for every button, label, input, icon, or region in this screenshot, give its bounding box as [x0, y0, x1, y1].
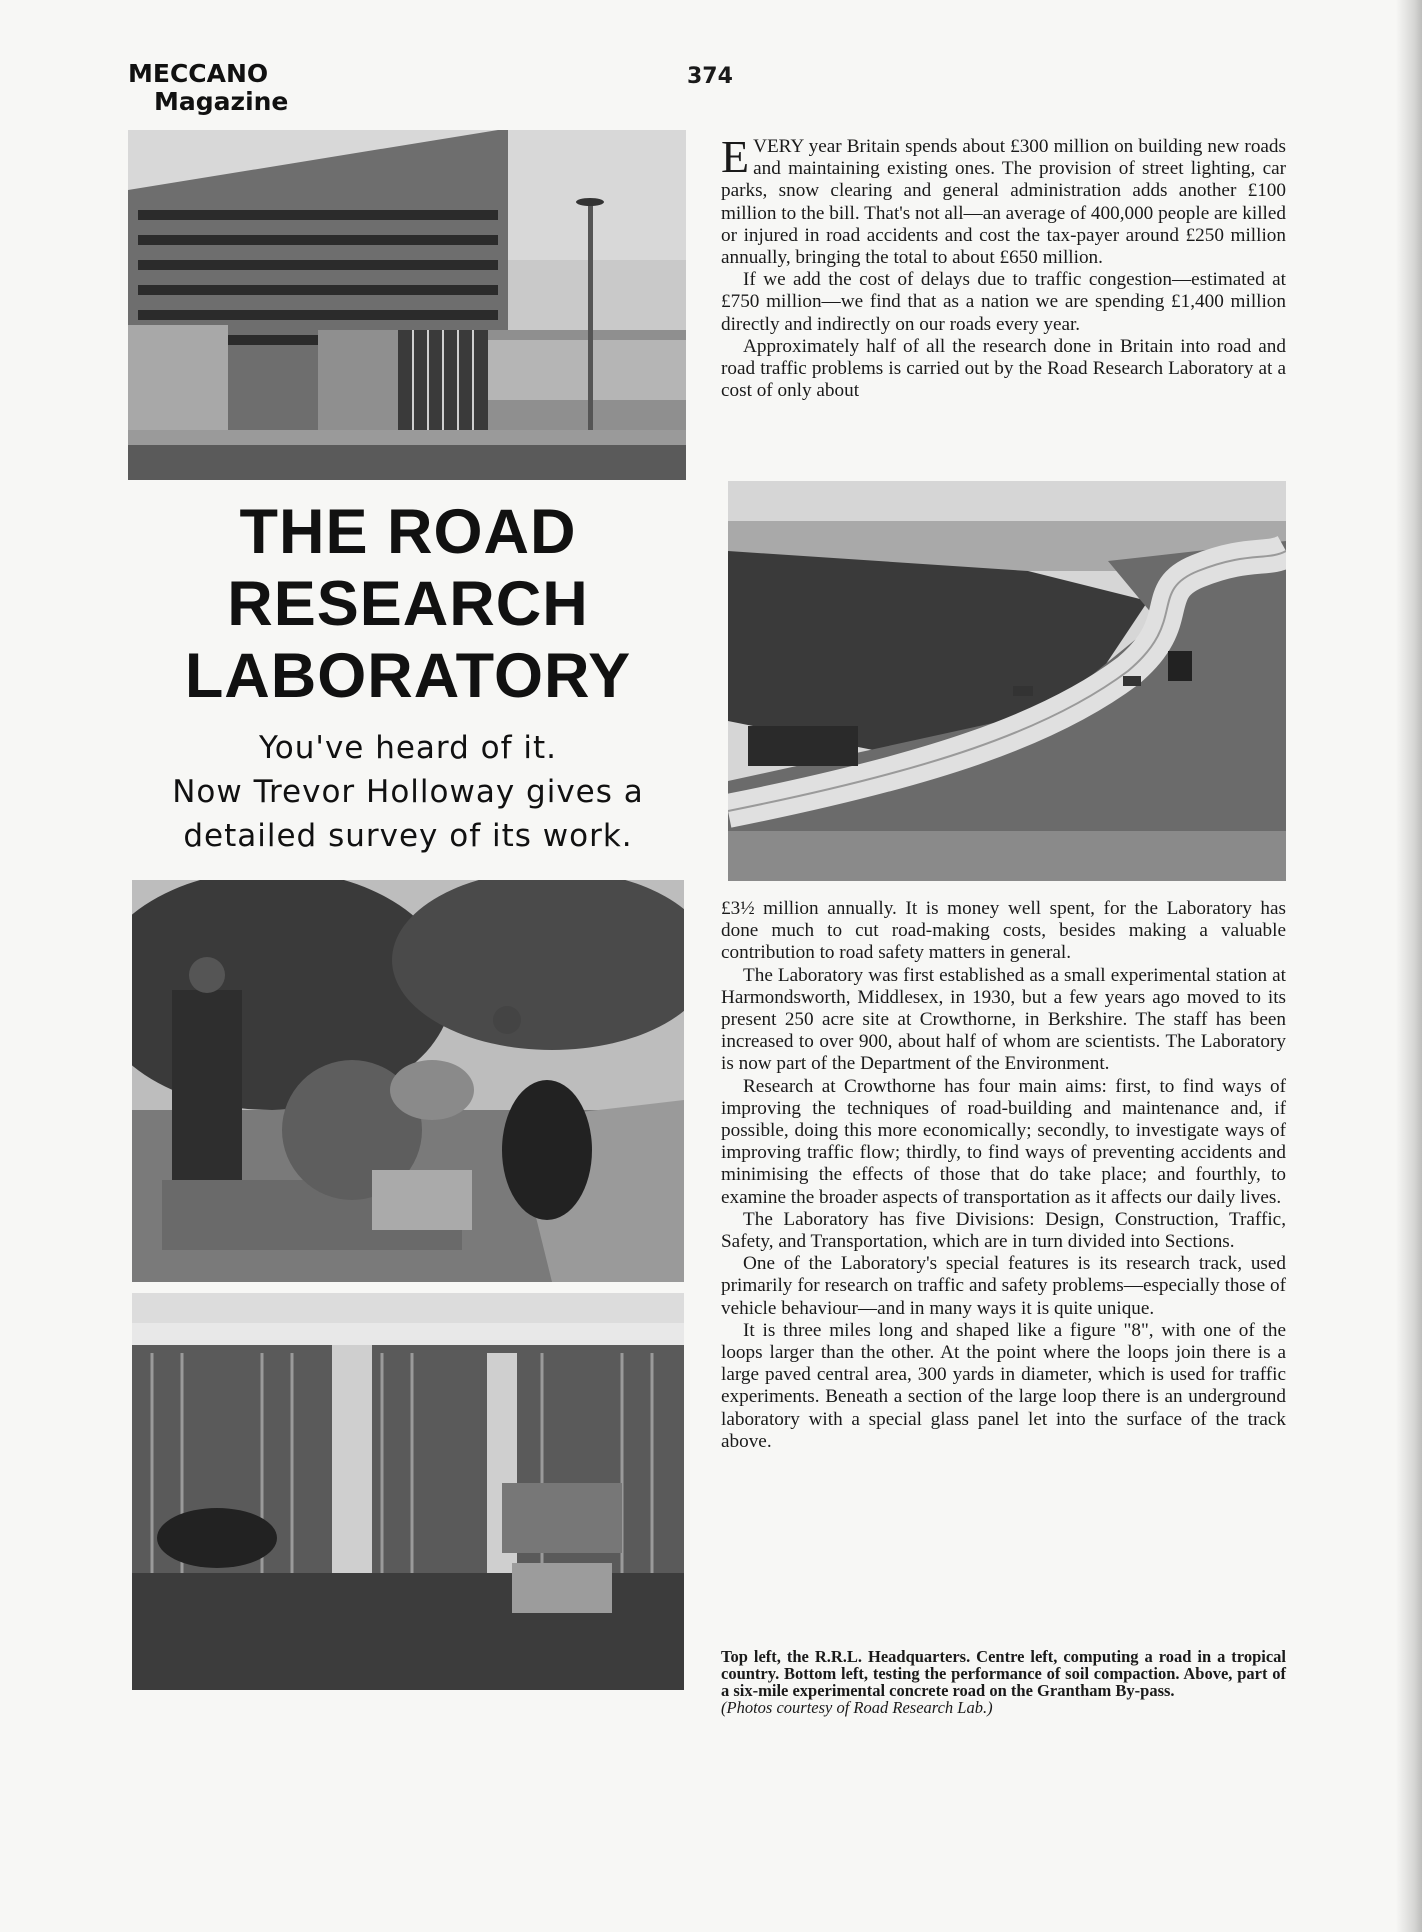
article-text-block-2 [721, 898, 1286, 1453]
article-paragraph: £3½ million annually. It is money well spent, for the Laboratory has done much to cut road-making costs, besides making a valuable contribution to road safety matters in general. [721, 898, 1286, 964]
photo-caption [721, 1648, 1286, 1716]
photo-credit: (Photos courtesy of Road Research Lab.) [721, 1698, 993, 1717]
subtitle-line-3: detailed survey of its work. [183, 818, 633, 854]
brand-line-1: MECCANO [128, 59, 269, 88]
brand-line-2: Magazine [154, 87, 289, 116]
article-paragraph: If we add the cost of delays due to traffic congestion—estimated at £750 million—we find that as a nation we are spending £1,400 million directly and indirectly on our roads every year. [721, 269, 1286, 335]
title-line-2: RESEARCH [227, 569, 589, 639]
photo-grantham-bypass-road [728, 481, 1286, 881]
article-paragraph [721, 131, 1286, 269]
article-text-block-1 [721, 131, 1286, 402]
page-number: 374 [687, 64, 733, 89]
article-paragraph: One of the Laboratory's special features is its research track, used primarily for research on traffic and safety problems—especially those of vehicle behaviour—and in many ways it is quite unique. [721, 1253, 1286, 1319]
drop-cap-letter: E [721, 131, 750, 182]
article-subtitle [128, 726, 688, 858]
article-paragraph: Research at Crowthorne has four main aims: first, to find ways of improving the techniques of road-building and maintenance and, if possible, doing this more economically; secondly, to investigate ways of improving traffic flow; thirdly, to find ways of preventing accidents and minimising the effects of those that do take place; and fourthly, to examine the broader aspects of transportation as it affects our daily lives. [721, 1075, 1286, 1208]
article-paragraph: Approximately half of all the research done in Britain into road and road traffic problems is carried out by the Road Research Laboratory at a cost of only about [721, 335, 1286, 402]
article-title [128, 496, 688, 712]
paragraph-text: VERY year Britain spends about £300 million on building new roads and maintaining existing ones. The provision of street lighting, car parks, snow clearing and general administration adds another £100 million to the bill. That's not all—an average of 400,000 people are killed or injured in road accidents and cost the tax-payer around £250 million annually, bringing the total to about £650 million. [721, 136, 1286, 269]
magazine-brand [128, 60, 288, 116]
subtitle-line-1: You've heard of it. [258, 730, 558, 766]
article-paragraph: The Laboratory was first established as a small experimental station at Harmondsworth, Middlesex, in 1930, but a few years ago moved to its present 250 acre site at Crowthorne, in Berkshire. The staff has been increased to over 900, about half of whom are scientists. The Laboratory is now part of the Department of the Environment. [721, 964, 1286, 1075]
page-edge-shadow [1396, 0, 1422, 1932]
title-line-3: LABORATORY [184, 641, 632, 711]
title-line-1: THE ROAD [239, 497, 577, 567]
photo-road-roller-tropical [132, 880, 684, 1282]
caption-text: Top left, the R.R.L. Headquarters. Centre left, computing a road in a tropical country. Bottom left, testing the performance of soil compaction. Above, part of a six-mile experimental concrete road on the Grantham By-pass. [721, 1647, 1286, 1700]
article-paragraph: It is three miles long and shaped like a figure "8", with one of the loops larger than the other. At the point where the loops join there is a large paved central area, 300 yards in diameter, which is used for traffic experiments. Beneath a section of the large loop there is an underground laboratory with a special glass panel let into the surface of the track above. [721, 1319, 1286, 1452]
subtitle-line-2: Now Trevor Holloway gives a [172, 774, 644, 810]
photo-headquarters-building [128, 130, 686, 480]
article-paragraph: The Laboratory has five Divisions: Design, Construction, Traffic, Safety, and Transportation, which are in turn divided into Sections. [721, 1208, 1286, 1253]
photo-soil-compaction-testing [132, 1293, 684, 1690]
